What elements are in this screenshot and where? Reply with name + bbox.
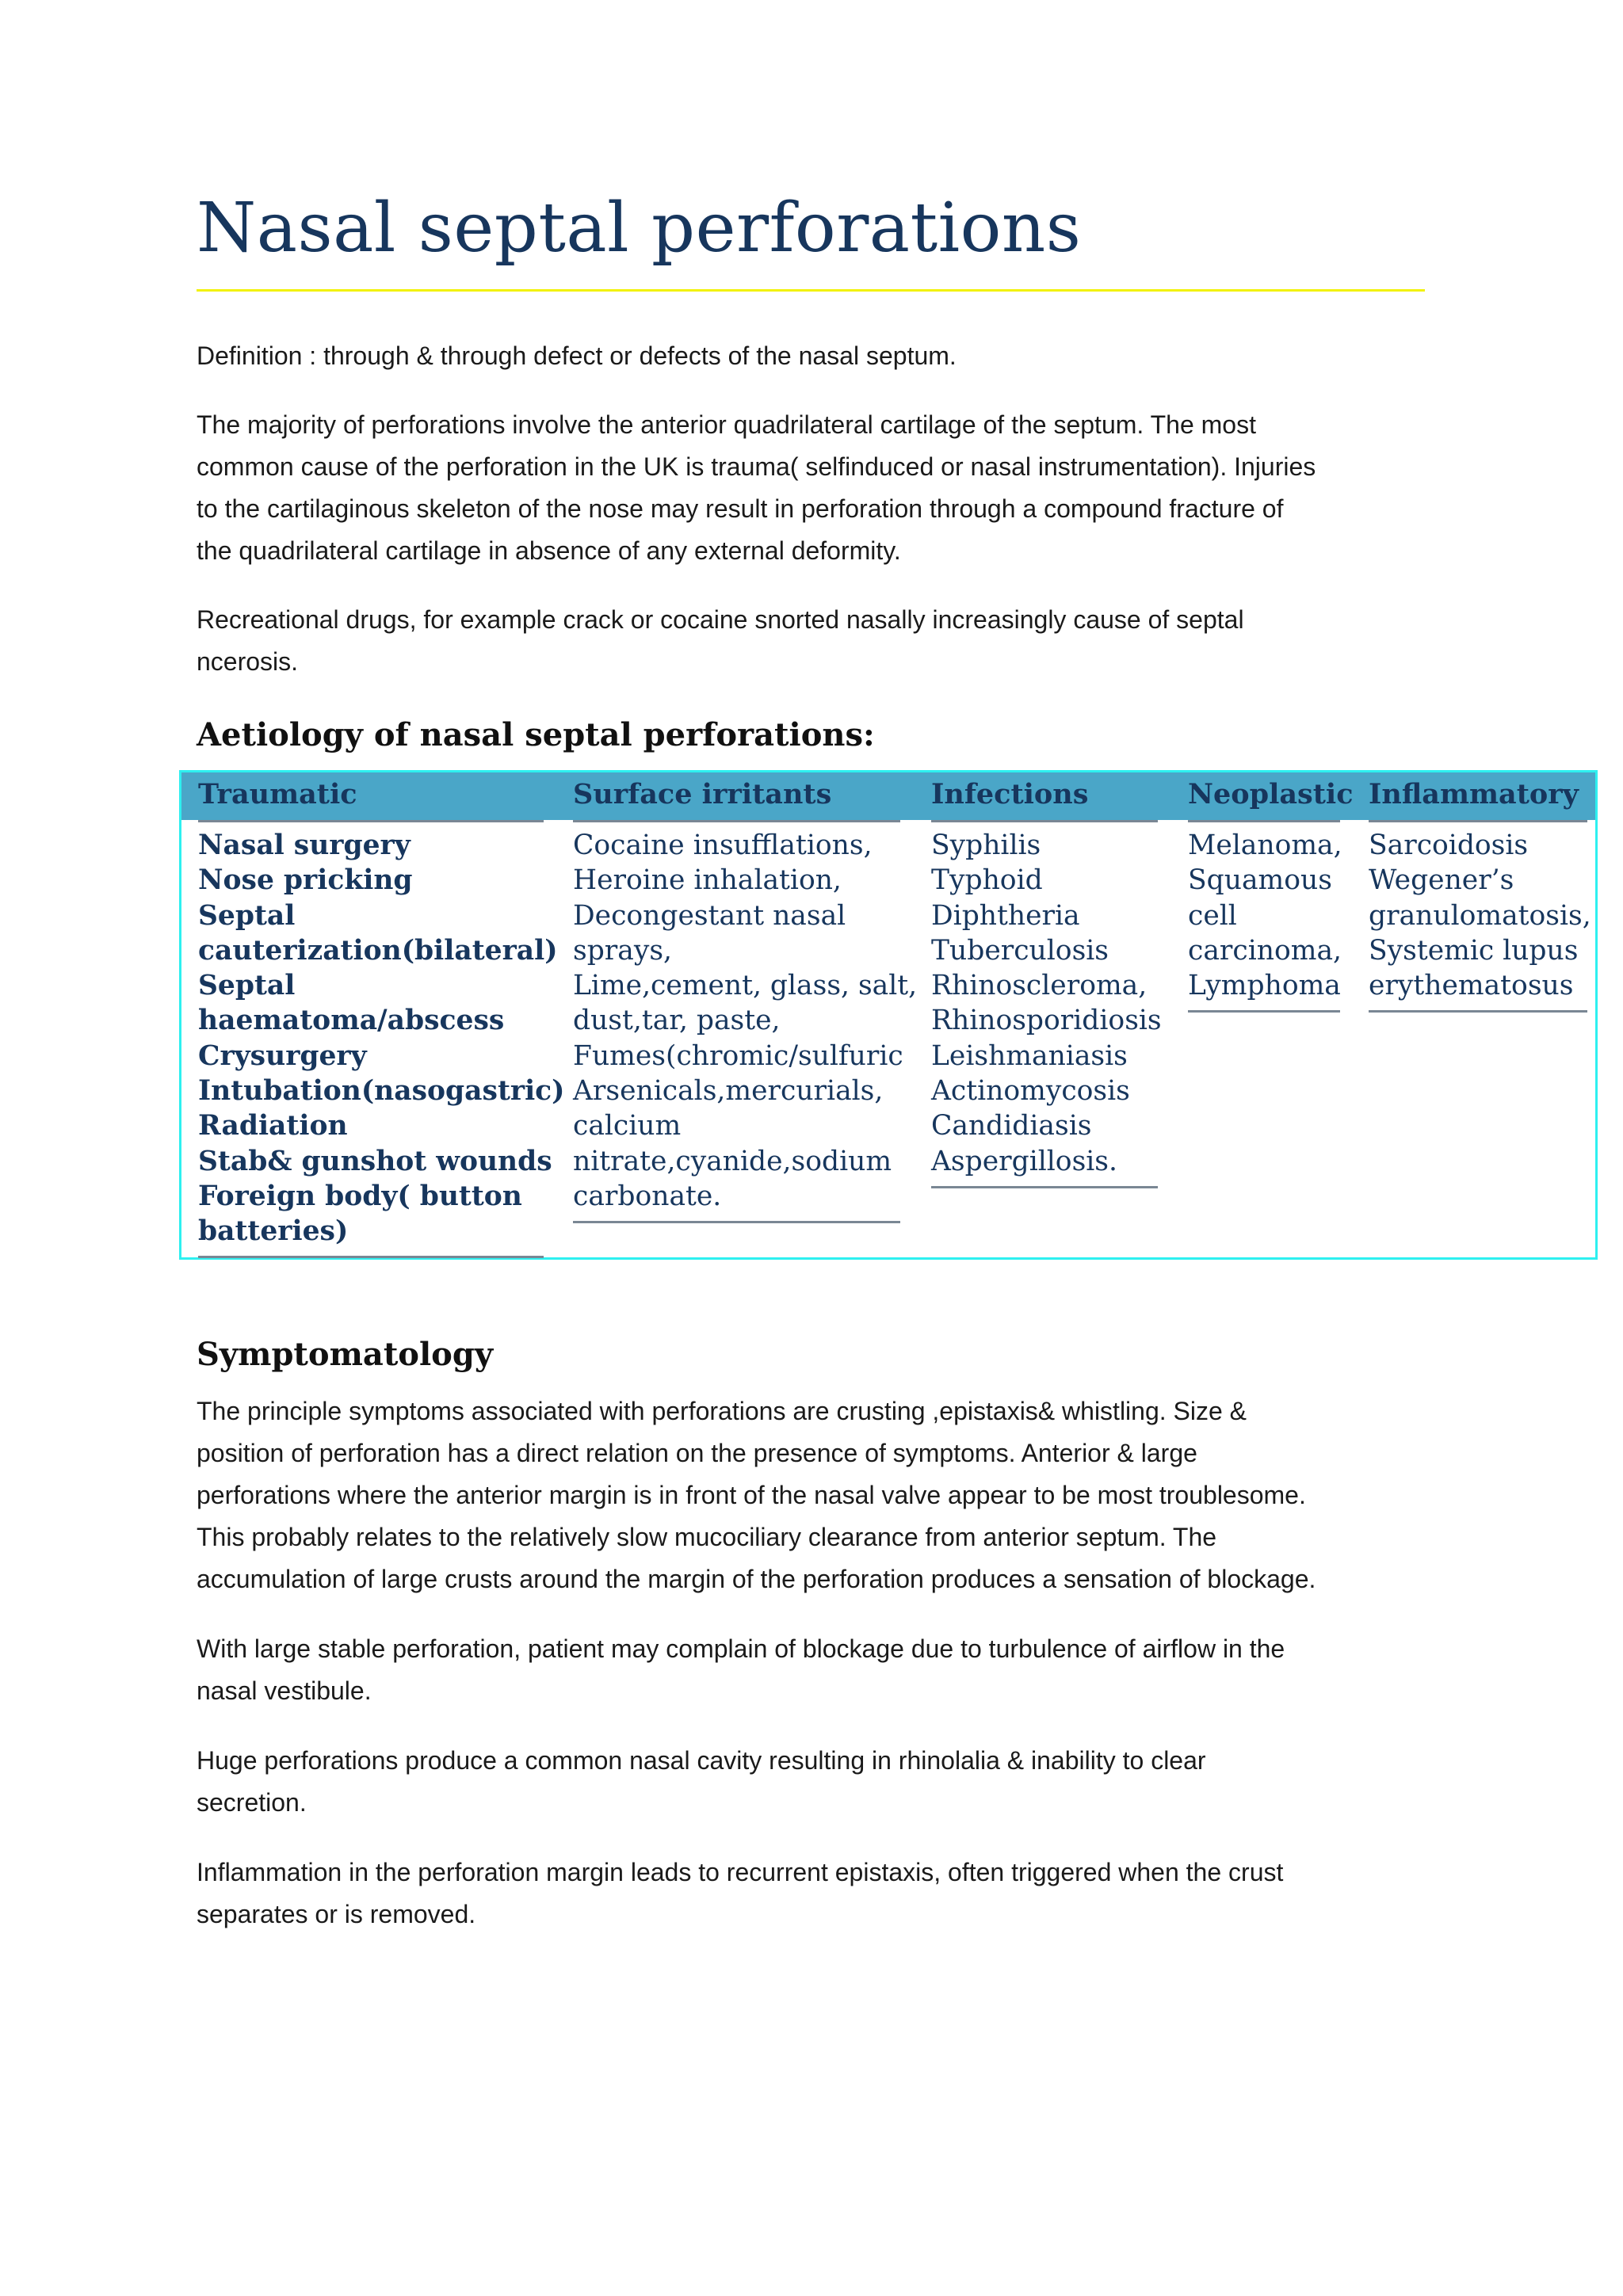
huge-perforation-paragraph <box>197 1740 1449 1824</box>
list-item: haematoma/abscess <box>198 1005 505 1037</box>
list-item: Lime,cement, glass, salt, <box>573 970 918 1002</box>
list-item: Diphtheria <box>931 899 1080 932</box>
list-item: carcinoma, <box>1188 934 1342 967</box>
column-header-traumatic: Traumatic <box>198 778 357 810</box>
list-item: dust,tar, paste, <box>573 1005 781 1037</box>
neoplastic-list <box>1188 828 1342 1003</box>
majority-paragraph <box>197 404 1449 572</box>
inflammatory-list <box>1369 828 1591 1003</box>
column-bottom-divider <box>573 1221 900 1223</box>
list-item: Candidiasis <box>931 1110 1092 1142</box>
list-item: Foreign body( button <box>198 1180 522 1212</box>
column-header-divider <box>1188 820 1340 822</box>
list-item: Arsenicals,mercurials, <box>573 1075 884 1108</box>
text-line: Huge perforations produce a common nasal cavity resulting in rhinolalia & inability to clear <box>197 1746 1206 1775</box>
text-line: secretion. <box>197 1788 307 1817</box>
list-item: Tuberculosis <box>931 934 1109 967</box>
text-line: accumulation of large crusts around the margin of the perforation produces a sensation of blockage. <box>197 1565 1316 1593</box>
list-item: granulomatosis, <box>1369 899 1591 932</box>
list-item: Septal <box>198 899 296 932</box>
text-line: ncerosis. <box>197 647 299 676</box>
list-item: Syphilis <box>931 830 1041 861</box>
list-item: batteries) <box>198 1215 349 1248</box>
list-item: Decongestant nasal <box>573 899 846 932</box>
list-item: Intubation(nasogastric) <box>198 1075 565 1108</box>
list-item: Wegener’s <box>1369 864 1514 897</box>
column-header-divider <box>1369 820 1587 822</box>
list-item: Sarcoidosis <box>1369 830 1529 861</box>
text-line: The principle symptoms associated with perforations are crusting ,epistaxis& whistling. Size & <box>197 1397 1247 1425</box>
list-item: cauterization(bilateral) <box>198 934 558 967</box>
column-header-surface-irritants: Surface irritants <box>573 778 832 810</box>
text-line: the quadrilateral cartilage in absence of any external deformity. <box>197 536 901 565</box>
column-header-divider <box>931 820 1158 822</box>
text-line: to the cartilaginous skeleton of the nose may result in perforation through a compound fracture of <box>197 494 1284 523</box>
list-item: Rhinoscleroma, <box>931 970 1148 1002</box>
column-header-neoplastic: Neoplastic <box>1188 778 1354 810</box>
text-line: separates or is removed. <box>197 1900 476 1928</box>
surface-irritants-list <box>573 828 917 1214</box>
list-item: Nasal surgery <box>198 830 411 861</box>
list-item: erythematosus <box>1369 970 1574 1002</box>
list-item: Leishmaniasis <box>931 1039 1128 1072</box>
list-item: Actinomycosis <box>931 1075 1130 1108</box>
column-bottom-divider <box>1188 1010 1340 1013</box>
list-item: Melanoma, <box>1188 830 1342 861</box>
list-item: nitrate,cyanide,sodium <box>573 1145 892 1177</box>
list-item: Cocaine insufflations, <box>573 830 873 861</box>
list-item: Heroine inhalation, <box>573 864 842 897</box>
symptomatology-heading: Symptomatology <box>197 1336 494 1373</box>
list-item: Radiation <box>198 1110 348 1142</box>
list-item: Septal <box>198 970 296 1002</box>
list-item: Nose pricking <box>198 864 413 897</box>
list-item: calcium <box>573 1110 682 1142</box>
column-header-inflammatory: Inflammatory <box>1369 778 1579 810</box>
title-underline <box>197 289 1425 292</box>
text-line: nasal vestibule. <box>197 1676 372 1705</box>
column-bottom-divider <box>931 1186 1158 1188</box>
text-line: This probably relates to the relatively slow mucociliary clearance from anterior septum. The <box>197 1523 1217 1551</box>
definition-paragraph: Definition : through & through defect or defects of the nasal septum. <box>197 341 957 370</box>
infections-list <box>931 828 1162 1179</box>
list-item: Stab& gunshot wounds <box>198 1145 552 1177</box>
list-item: Fumes(chromic/sulfuric <box>573 1039 903 1072</box>
list-item: Typhoid <box>931 864 1043 897</box>
large-perforation-paragraph <box>197 1628 1449 1712</box>
column-header-divider <box>198 820 544 822</box>
symptoms-paragraph <box>197 1390 1449 1600</box>
text-line: Inflammation in the perforation margin leads to recurrent epistaxis, often triggered when the crust <box>197 1858 1284 1886</box>
recreational-drugs-paragraph <box>197 599 1449 683</box>
list-item: carbonate. <box>573 1180 722 1212</box>
inflammation-paragraph <box>197 1852 1449 1936</box>
column-header-infections: Infections <box>931 778 1089 810</box>
page-title: Nasal septal perforations <box>197 189 1082 268</box>
text-line: The majority of perforations involve the anterior quadrilateral cartilage of the septum. The most <box>197 410 1256 439</box>
aetiology-heading: Aetiology of nasal septal perforations: <box>197 716 875 753</box>
text-line: common cause of the perforation in the UK is trauma( selfinduced or nasal instrumentation). Injuries <box>197 452 1316 481</box>
list-item: Rhinosporidiosis <box>931 1005 1162 1037</box>
list-item: sprays, <box>573 934 673 967</box>
column-bottom-divider <box>198 1256 544 1258</box>
text-line: With large stable perforation, patient may complain of blockage due to turbulence of airflow in the <box>197 1634 1285 1663</box>
text-line: perforations where the anterior margin is in front of the nasal valve appear to be most troublesome. <box>197 1481 1306 1509</box>
traumatic-list <box>198 828 565 1249</box>
list-item: Systemic lupus <box>1369 934 1579 967</box>
list-item: Squamous <box>1188 864 1332 897</box>
aetiology-table <box>179 770 1598 1260</box>
text-line: Recreational drugs, for example crack or cocaine snorted nasally increasingly cause of septal <box>197 605 1244 634</box>
column-bottom-divider <box>1369 1010 1587 1013</box>
list-item: Aspergillosis. <box>931 1145 1117 1177</box>
list-item: Lymphoma <box>1188 970 1341 1002</box>
column-header-divider <box>573 820 900 822</box>
text-line: position of perforation has a direct relation on the presence of symptoms. Anterior & large <box>197 1439 1197 1467</box>
list-item: cell <box>1188 899 1237 932</box>
list-item: Crysurgery <box>198 1039 367 1072</box>
